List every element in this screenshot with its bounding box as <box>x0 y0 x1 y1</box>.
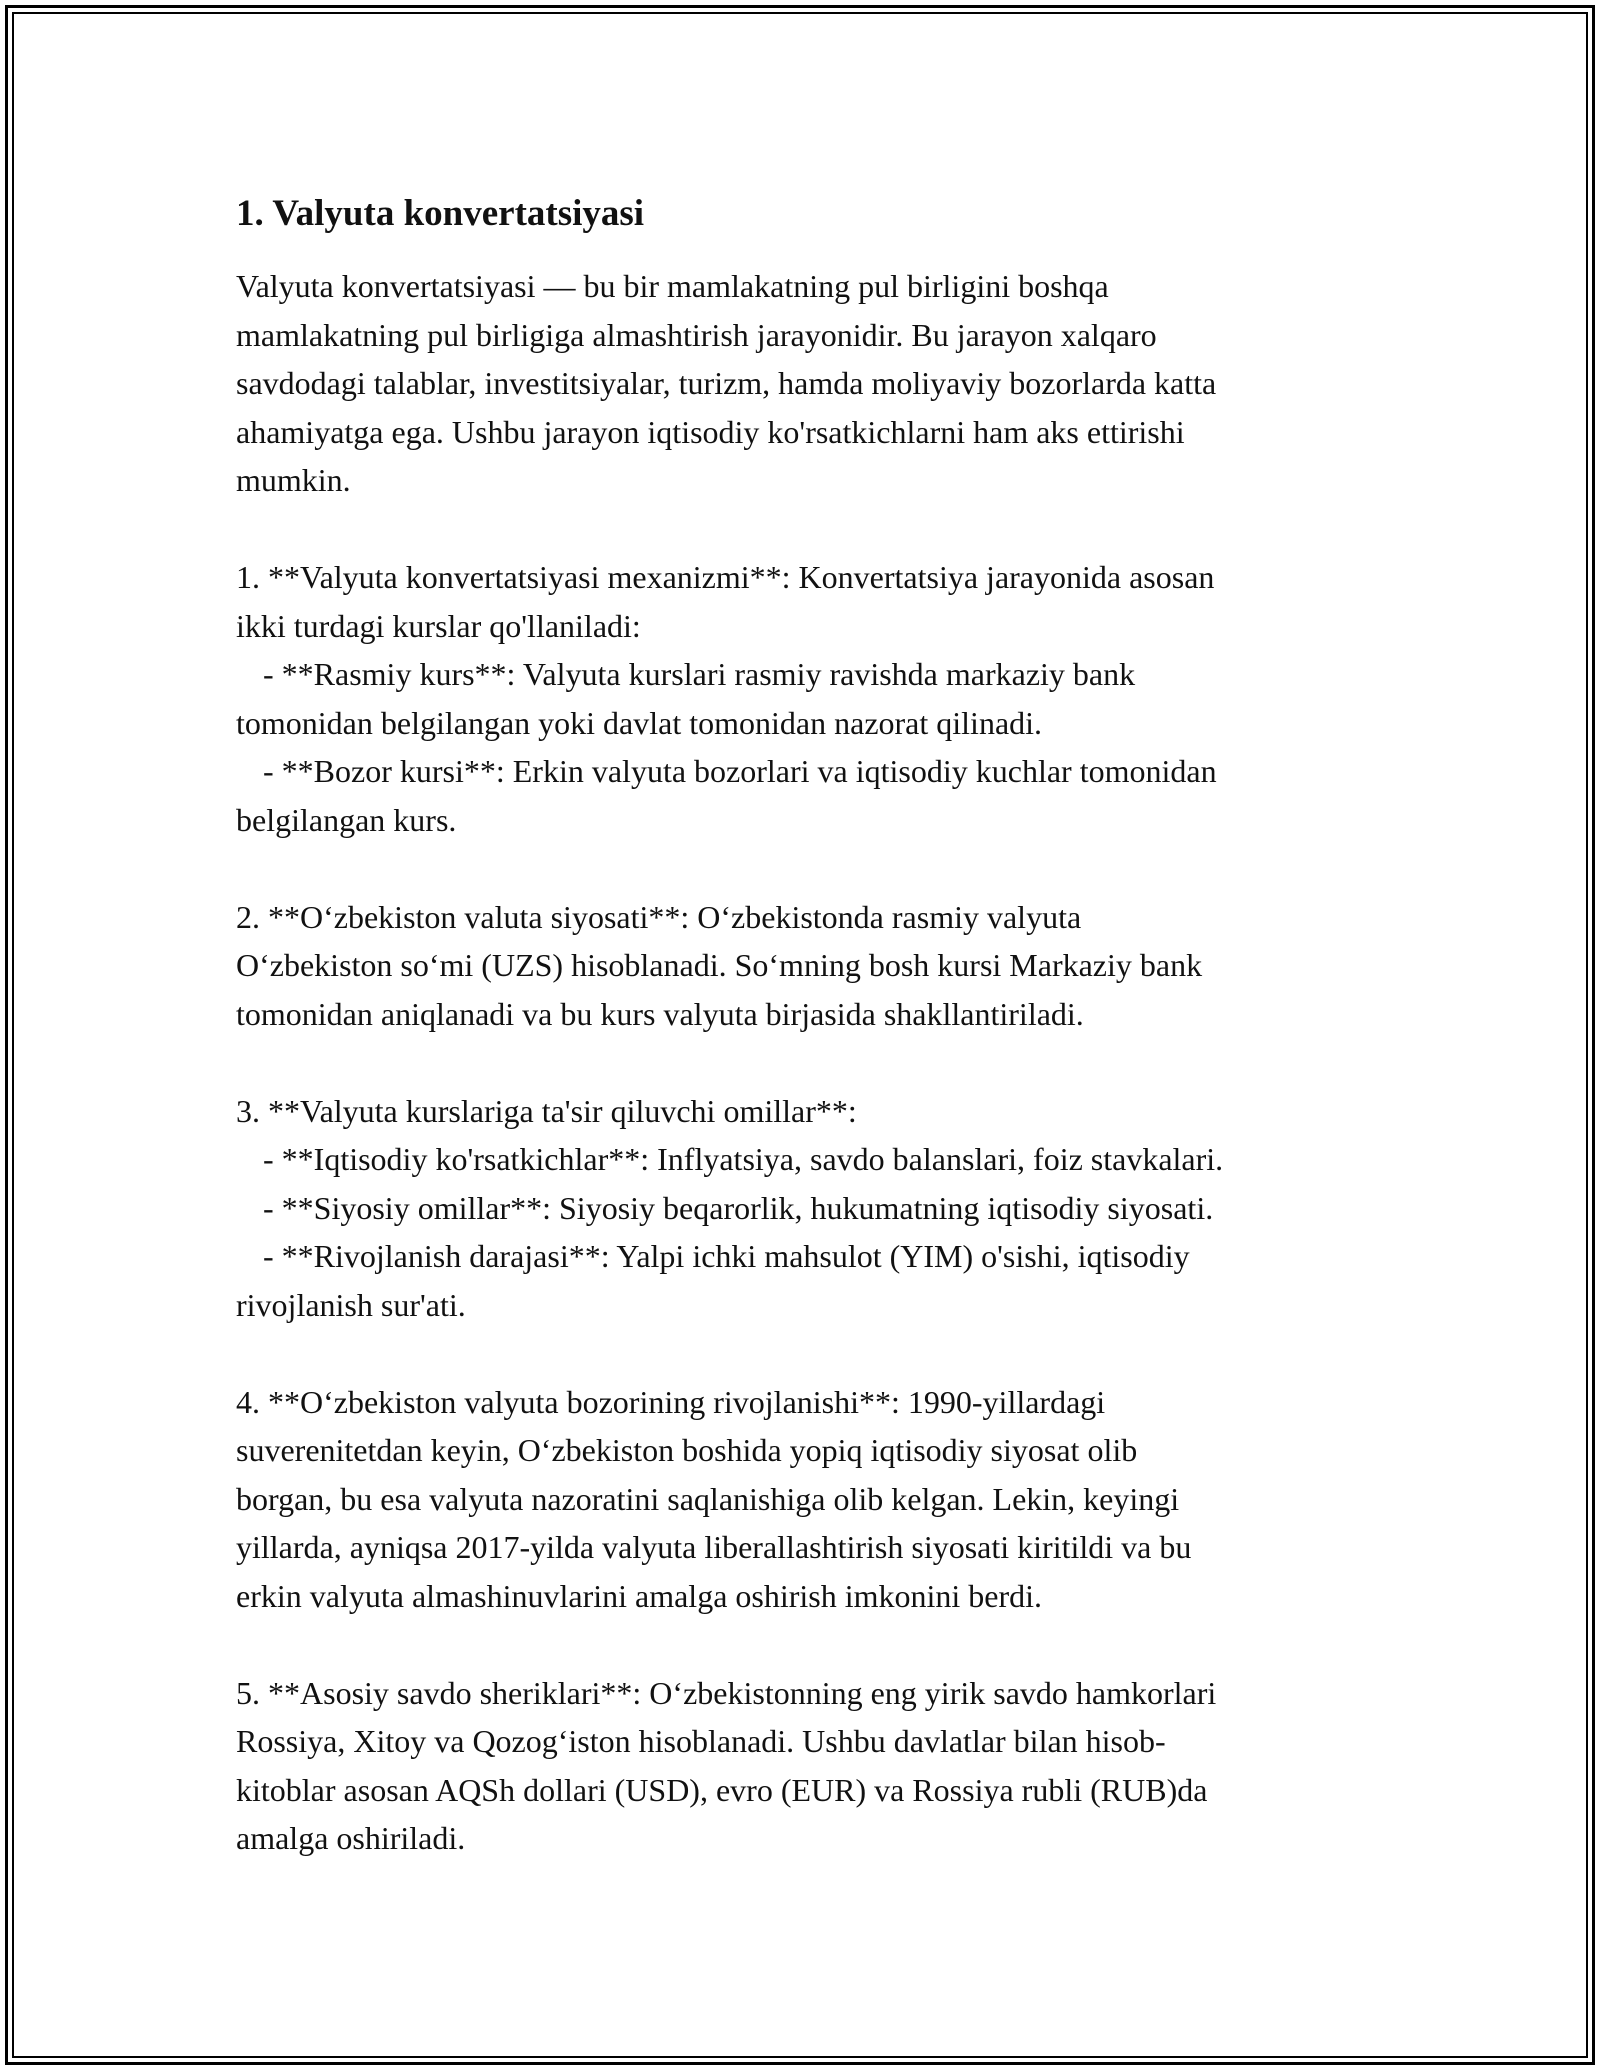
text-line: savdodagi talablar, investitsiyalar, turizm, hamda moliyaviy bozorlarda katta <box>236 365 1217 401</box>
text-line: 3. **Valyuta kurslariga ta'sir qiluvchi omillar**: <box>236 1092 857 1129</box>
text-line: erkin valyuta almashinuvlarini amalga oshirish imkonini berdi. <box>236 1577 1043 1614</box>
intro-paragraph <box>236 262 1386 505</box>
text-line: Rossiya, Xitoy va Qozogʻiston hisoblanadi. Ushbu davlatlar bilan hisob- <box>236 1723 1166 1759</box>
bullet-line: - **Siyosiy omillar**: Siyosiy beqarorlik, hukumatning iqtisodiy siyosati. <box>263 1189 1214 1226</box>
text-line: yillarda, ayniqsa 2017-yilda valyuta liberallashtirish siyosati kiritildi va bu <box>236 1529 1192 1565</box>
text-line: borgan, bu esa valyuta nazoratini saqlanishiga olib kelgan. Lekin, keyingi <box>236 1480 1180 1517</box>
text-line: amalga oshiriladi. <box>236 1820 466 1856</box>
text-line: ikki turdagi kurslar qo'llaniladi: <box>236 607 641 644</box>
text-line: Oʻzbekiston soʻmi (UZS) hisoblanadi. Soʻmning bosh kursi Markaziy bank <box>236 947 1203 983</box>
text-line: mumkin. <box>236 462 351 498</box>
text-line: ahamiyatga ega. Ushbu jarayon iqtisodiy ko'rsatkichlarni ham aks ettirishi <box>236 413 1185 450</box>
section-1-mechanism <box>236 553 1386 844</box>
text-line: tomonidan aniqlanadi va bu kurs valyuta birjasida shakllantiriladi. <box>236 995 1084 1032</box>
bullet-line: - **Rasmiy kurs**: Valyuta kurslari rasmiy ravishda markaziy bank <box>263 656 1136 692</box>
text-line: Valyuta konvertatsiyasi — bu bir mamlakatning pul birligini boshqa <box>236 268 1109 304</box>
document-title: 1. Valyuta konvertatsiyasi <box>236 193 645 234</box>
text-line: suverenitetdan keyin, Oʻzbekiston boshida yopiq iqtisodiy siyosat olib <box>236 1432 1138 1468</box>
text-line: tomonidan belgilangan yoki davlat tomonidan nazorat qilinadi. <box>236 704 1043 741</box>
section-3-factors <box>236 1087 1386 1330</box>
section-4-market-development <box>236 1378 1386 1621</box>
text-line: 2. **Oʻzbekiston valuta siyosati**: Oʻzbekistonda rasmiy valyuta <box>236 898 1082 935</box>
bullet-line: - **Bozor kursi**: Erkin valyuta bozorlari va iqtisodiy kuchlar tomonidan <box>263 753 1217 789</box>
bullet-line: - **Iqtisodiy ko'rsatkichlar**: Inflyatsiya, savdo balanslari, foiz stavkalari. <box>263 1141 1224 1177</box>
text-line: rivojlanish sur'ati. <box>236 1286 466 1323</box>
text-line: kitoblar asosan AQSh dollari (USD), evro (EUR) va Rossiya rubli (RUB)da <box>236 1771 1208 1808</box>
text-line: mamlakatning pul birligiga almashtirish jarayonidir. Bu jarayon xalqaro <box>236 316 1157 353</box>
document-body <box>236 180 1386 1911</box>
section-2-policy <box>236 893 1386 1039</box>
text-line: belgilangan kurs. <box>236 801 457 838</box>
text-line: 1. **Valyuta konvertatsiyasi mexanizmi**: Konvertatsiya jarayonida asosan <box>236 559 1215 595</box>
text-line: 5. **Asosiy savdo sheriklari**: Oʻzbekistonning eng yirik savdo hamkorlari <box>236 1674 1217 1711</box>
text-line: 4. **Oʻzbekiston valyuta bozorining rivojlanishi**: 1990-yillardagi <box>236 1383 1106 1420</box>
section-5-trade-partners <box>236 1669 1386 1863</box>
bullet-line: - **Rivojlanish darajasi**: Yalpi ichki mahsulot (YIM) o'sishi, iqtisodiy <box>263 1238 1190 1274</box>
